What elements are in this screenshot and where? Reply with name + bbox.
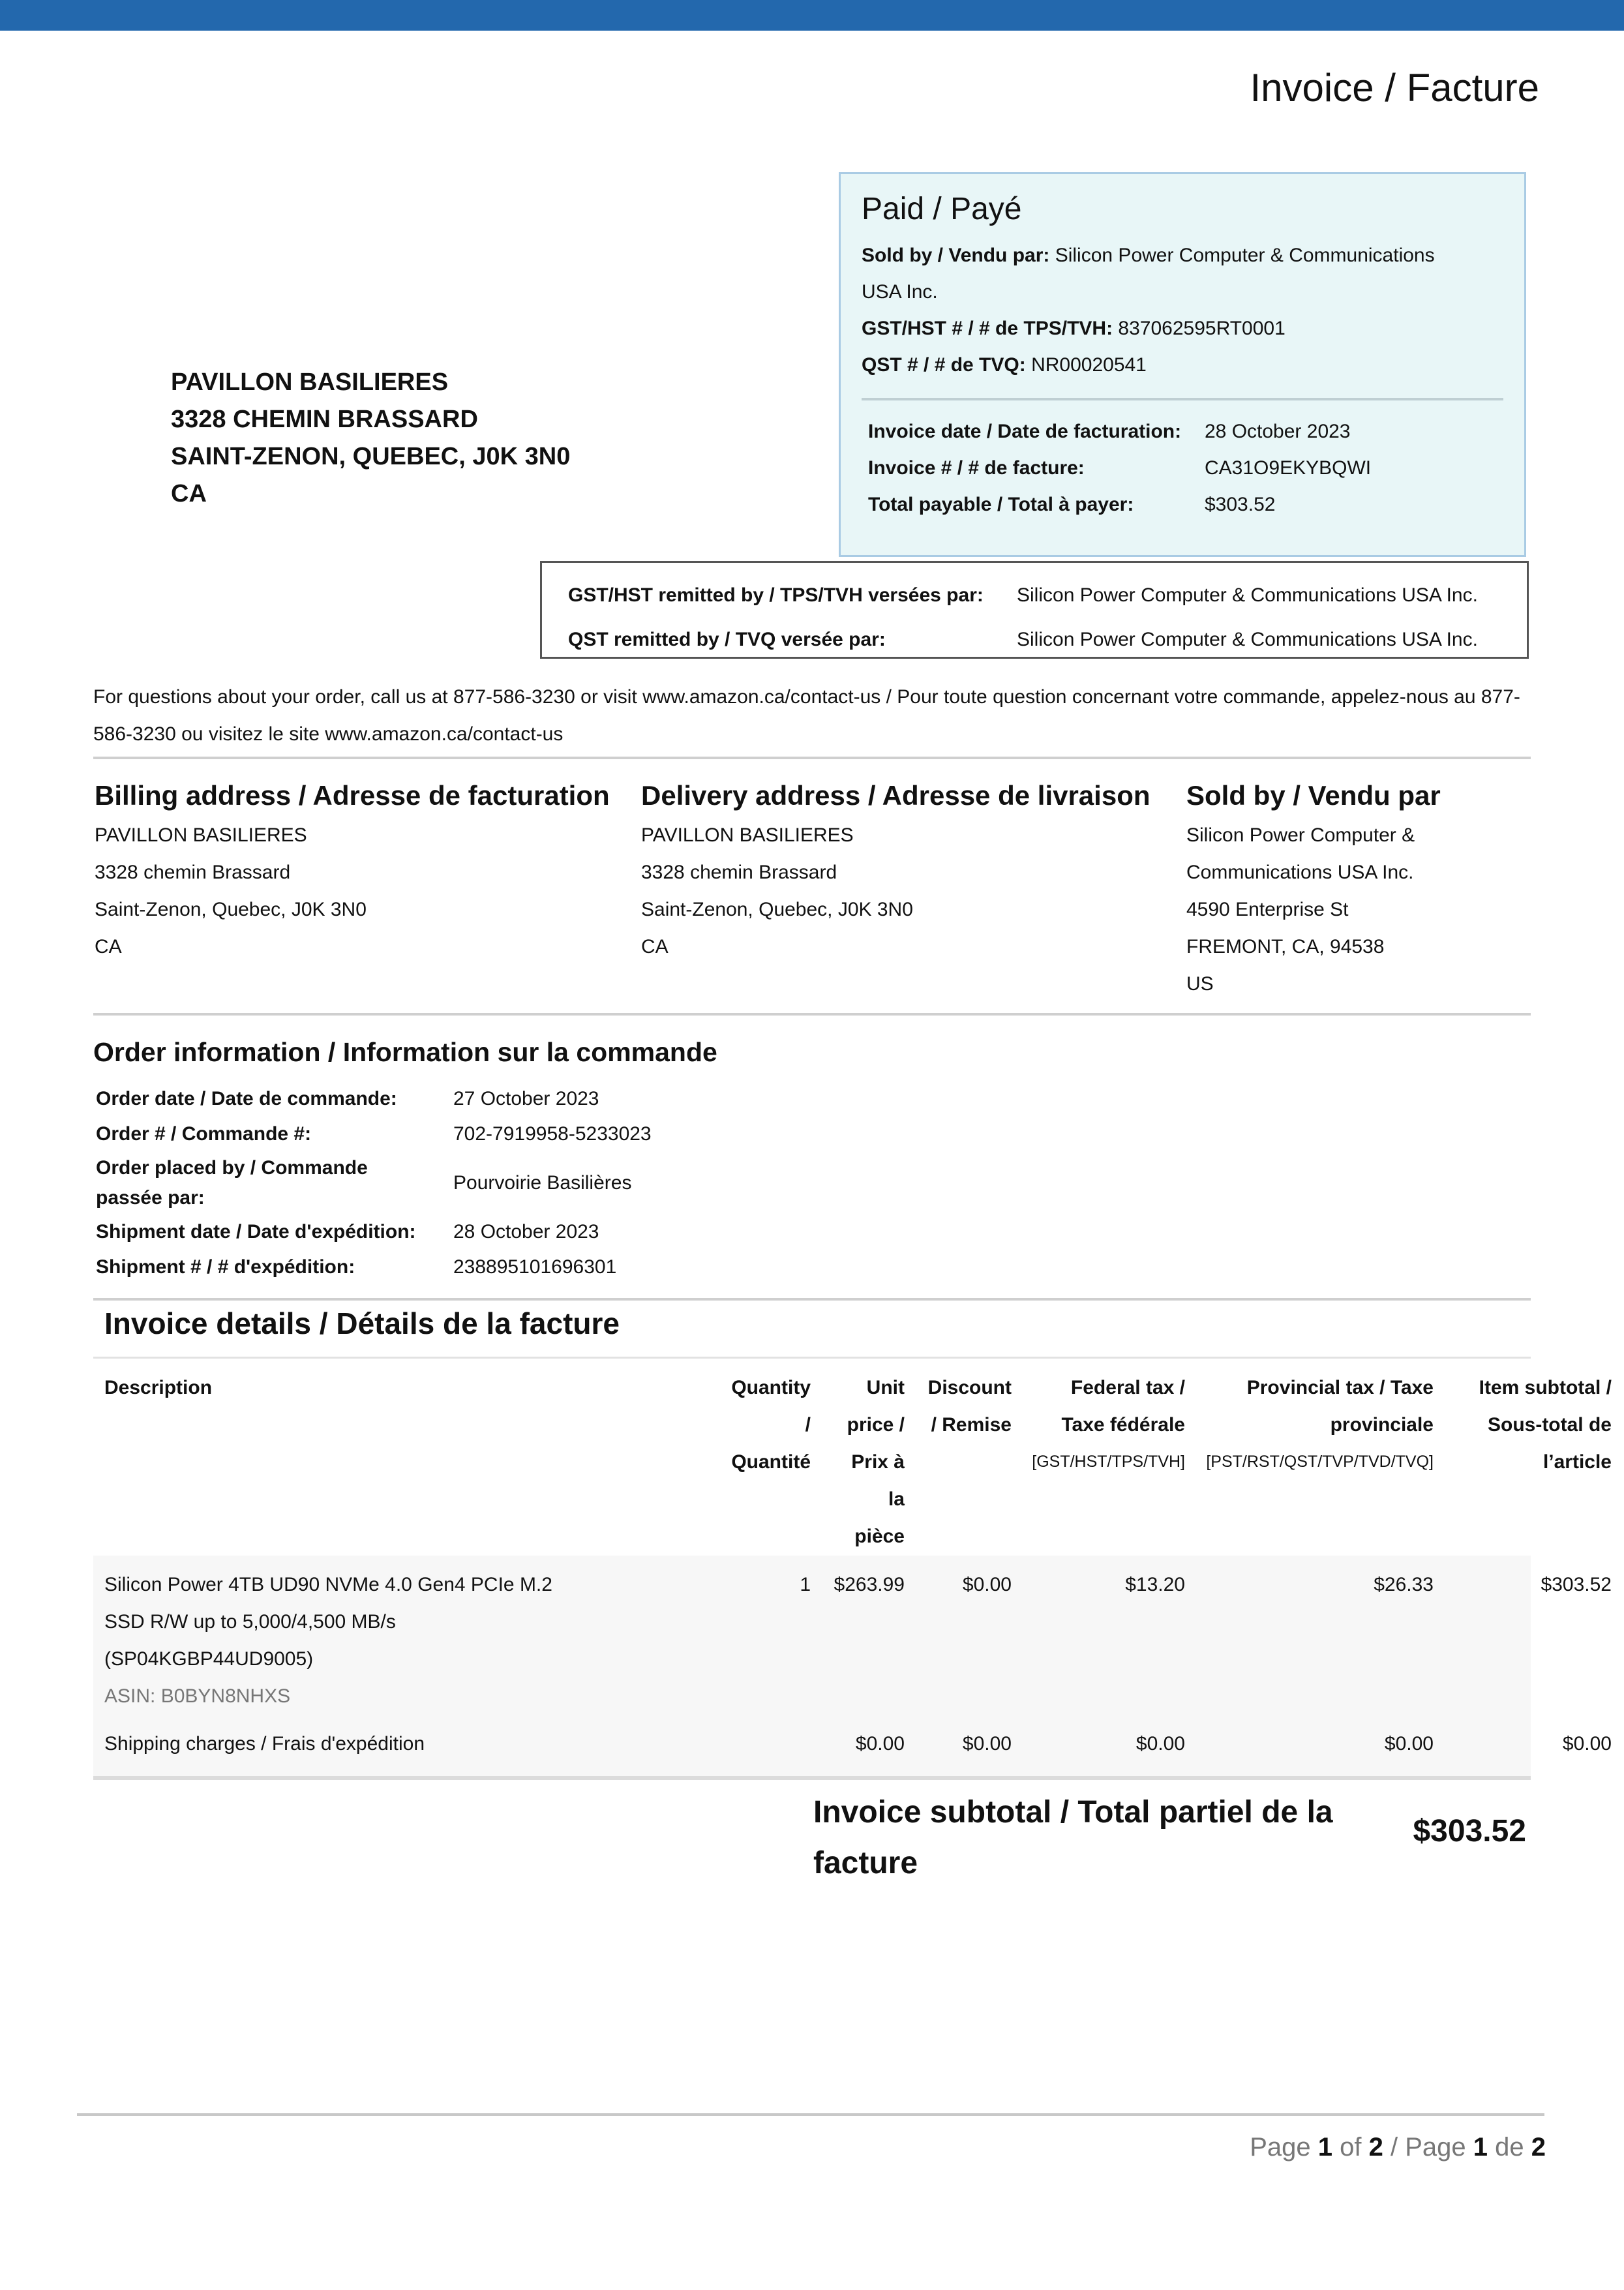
- qst-number-value: NR00020541: [1031, 354, 1147, 376]
- order-number-value: 702-7919958-5233023: [453, 1123, 652, 1145]
- payment-status: Paid / Payé: [862, 192, 1022, 226]
- invoice-subtotal-label-line: facture: [813, 1846, 918, 1880]
- shipment-number-value: 238895101696301: [453, 1256, 617, 1278]
- col-header-item-subtotal: [1437, 1369, 1612, 1481]
- delivery-address-line: CA: [641, 936, 669, 957]
- qst-remitted-label: QST remitted by / TVQ versée par:: [568, 629, 886, 650]
- table-bottom-border: [93, 1776, 1531, 1780]
- status-box-divider: [862, 398, 1503, 400]
- item-discount: $0.00: [962, 1574, 1012, 1595]
- gst-number-line: [862, 310, 1503, 347]
- header-line: Discount: [927, 1377, 1012, 1398]
- customer-address-line: CA: [171, 480, 207, 507]
- delivery-address-title: Delivery address / Adresse de livraison: [641, 780, 1150, 811]
- shipping-unit-price: $0.00: [855, 1733, 905, 1755]
- seller-address-title: Sold by / Vendu par: [1186, 780, 1441, 811]
- gst-number-label: GST/HST # / # de TPS/TVH:: [862, 318, 1113, 339]
- de-word: de: [1495, 2133, 1524, 2162]
- qst-number-label: QST # / # de TVQ:: [862, 354, 1026, 376]
- header-line: Federal tax /: [1070, 1377, 1185, 1398]
- item-federal-tax: $13.20: [1125, 1574, 1185, 1595]
- header-line: Quantité: [731, 1451, 811, 1473]
- gst-number-value: 837062595RT0001: [1118, 318, 1286, 339]
- shipment-date-row: [96, 1214, 879, 1250]
- col-header-federal-tax: [1013, 1369, 1185, 1481]
- customer-address-line: 3328 CHEMIN BRASSARD: [171, 406, 478, 433]
- customer-address: [171, 364, 570, 513]
- shipping-provincial-tax: $0.00: [1384, 1733, 1434, 1755]
- order-date-label: Order date / Date de commande:: [96, 1088, 397, 1109]
- sold-by-line: [862, 237, 1503, 274]
- header-line: Unit: [866, 1377, 905, 1398]
- page-number: [1250, 2133, 1546, 2162]
- placed-by-label-line: passée par:: [96, 1187, 205, 1209]
- item-asin: ASIN: B0BYN8NHXS: [104, 1685, 291, 1707]
- delivery-address-line: Saint-Zenon, Quebec, J0K 3N0: [641, 899, 913, 920]
- seller-address-line: Silicon Power Computer &: [1186, 824, 1415, 846]
- delivery-address-line: 3328 chemin Brassard: [641, 862, 837, 883]
- table-header: [93, 1360, 1612, 1556]
- billing-address-title: Billing address / Adresse de facturation: [95, 780, 610, 811]
- col-header-quantity: [602, 1369, 811, 1481]
- col-header-discount: [909, 1369, 1012, 1443]
- header-line: Quantity: [731, 1377, 811, 1398]
- header-line: pièce: [854, 1526, 905, 1547]
- col-header-unit-price: [817, 1369, 905, 1555]
- invoice-details-table: [93, 1360, 1612, 1780]
- total-payable-value: $303.52: [1205, 494, 1276, 515]
- customer-address-line: PAVILLON BASILIERES: [171, 369, 449, 396]
- order-info-title: Order information / Information sur la commande: [93, 1037, 717, 1067]
- total-pages-fr: 2: [1531, 2133, 1546, 2162]
- top-accent-bar: [0, 0, 1624, 31]
- total-payable-label: Total payable / Total à payer:: [868, 494, 1134, 515]
- page-word: Page: [1250, 2133, 1311, 2162]
- invoice-date-row: [862, 414, 1503, 450]
- billing-address-line: Saint-Zenon, Quebec, J0K 3N0: [95, 899, 367, 920]
- header-line: Item subtotal /: [1479, 1377, 1612, 1398]
- placed-by-label: [96, 1153, 453, 1213]
- invoice-number-row: [862, 450, 1503, 487]
- header-line: [GST/HST/TPS/TVH]: [1032, 1453, 1185, 1471]
- tax-remittance-box: [540, 561, 1529, 659]
- qst-remitted-value: Silicon Power Computer & Communications USA Inc.: [1017, 629, 1478, 650]
- invoice-date-label: Invoice date / Date de facturation:: [868, 421, 1182, 442]
- shipment-date-label: Shipment date / Date d'expédition:: [96, 1221, 416, 1243]
- billing-address-line: CA: [95, 936, 122, 957]
- delivery-address: [641, 776, 1176, 965]
- header-line: Taxe fédérale: [1061, 1414, 1185, 1436]
- shipment-number-label: Shipment # / # d'expédition:: [96, 1256, 355, 1278]
- item-description: [104, 1566, 613, 1715]
- table-row: [93, 1556, 1612, 1723]
- placed-by-label-line: Order placed by / Commande: [96, 1157, 368, 1179]
- header-line: Sous-total de: [1487, 1414, 1612, 1436]
- header-line: / Remise: [931, 1414, 1012, 1436]
- header-line: l’article: [1542, 1451, 1612, 1473]
- shipping-discount: $0.00: [962, 1733, 1012, 1755]
- footer-divider: [77, 2113, 1544, 2116]
- shipment-date-value: 28 October 2023: [453, 1221, 599, 1243]
- invoice-details-title: Invoice details / Détails de la facture: [104, 1306, 620, 1340]
- header-line: provinciale: [1330, 1414, 1434, 1436]
- divider: [93, 1357, 1531, 1359]
- sold-by-value: Silicon Power Computer & Communications: [1055, 245, 1435, 266]
- header-line: Prix à: [851, 1451, 905, 1473]
- invoice-date-value: 28 October 2023: [1205, 421, 1351, 442]
- col-header-provincial-tax: [1189, 1369, 1434, 1481]
- item-description-line: Silicon Power 4TB UD90 NVMe 4.0 Gen4 PCIe M.2: [104, 1574, 552, 1595]
- seller-address-line: Communications USA Inc.: [1186, 862, 1414, 883]
- header-line: price /: [847, 1414, 905, 1436]
- invoice-subtotal-value: $303.52: [1413, 1814, 1526, 1848]
- gst-remitted-label: GST/HST remitted by / TPS/TVH versées par:: [568, 584, 984, 606]
- invoice-number-value: CA31O9EKYBQWI: [1205, 457, 1372, 479]
- invoice-subtotal-label: [813, 1787, 1400, 1889]
- page-word-fr: / Page: [1390, 2133, 1466, 2162]
- seller-address-line: 4590 Enterprise St: [1186, 899, 1349, 920]
- header-line: Provincial tax / Taxe: [1246, 1377, 1434, 1398]
- placed-by-value: Pourvoirie Basilières: [453, 1172, 632, 1194]
- document-title: Invoice / Facture: [1250, 66, 1539, 110]
- billing-address: [95, 776, 629, 965]
- header-line: /: [805, 1414, 811, 1436]
- billing-address-line: PAVILLON BASILIERES: [95, 824, 307, 846]
- qst-number-line: [862, 347, 1503, 384]
- gst-remitted-value: Silicon Power Computer & Communications USA Inc.: [1017, 584, 1478, 606]
- header-line: [PST/RST/QST/TVP/TVD/TVQ]: [1206, 1453, 1434, 1471]
- seller-address: [1186, 776, 1526, 1002]
- shipping-federal-tax: $0.00: [1135, 1733, 1185, 1755]
- divider: [93, 1298, 1531, 1301]
- gst-remitted-row: [568, 573, 1527, 618]
- item-description-line: SSD R/W up to 5,000/4,500 MB/s: [104, 1611, 396, 1633]
- shipping-subtotal: $0.00: [1562, 1733, 1612, 1755]
- of-word: of: [1340, 2133, 1362, 2162]
- placed-by-row: [96, 1152, 879, 1214]
- order-number-row: [96, 1117, 879, 1152]
- order-info-table: [96, 1081, 879, 1285]
- item-unit-price: $263.99: [834, 1574, 905, 1595]
- invoice-subtotal-label-line: Invoice subtotal / Total partiel de la: [813, 1795, 1333, 1830]
- current-page: 1: [1317, 2133, 1332, 2162]
- order-date-value: 27 October 2023: [453, 1088, 599, 1109]
- delivery-address-line: PAVILLON BASILIERES: [641, 824, 854, 846]
- item-quantity: 1: [800, 1574, 811, 1595]
- sold-by-line-cont: USA Inc.: [862, 281, 938, 303]
- seller-address-line: US: [1186, 973, 1214, 995]
- item-description-line: (SP04KGBP44UD9005): [104, 1648, 314, 1670]
- header-line: la: [888, 1488, 905, 1510]
- current-page-fr: 1: [1473, 2133, 1488, 2162]
- order-date-row: [96, 1081, 879, 1117]
- seller-address-line: FREMONT, CA, 94538: [1186, 936, 1385, 957]
- shipping-description: Shipping charges / Frais d'expédition: [104, 1733, 425, 1755]
- billing-address-line: 3328 chemin Brassard: [95, 862, 291, 883]
- table-row: [93, 1723, 1612, 1776]
- col-header-description: Description: [104, 1377, 213, 1398]
- total-pages: 2: [1368, 2133, 1383, 2162]
- qst-remitted-row: [568, 618, 1527, 662]
- total-payable-row: [862, 487, 1503, 523]
- customer-address-line: SAINT-ZENON, QUEBEC, J0K 3N0: [171, 443, 571, 470]
- item-provincial-tax: $26.33: [1374, 1574, 1434, 1595]
- item-subtotal: $303.52: [1541, 1574, 1612, 1595]
- divider: [93, 757, 1531, 759]
- sold-by-label: Sold by / Vendu par:: [862, 245, 1050, 266]
- divider: [93, 1013, 1531, 1016]
- order-number-label: Order # / Commande #:: [96, 1123, 312, 1145]
- shipment-number-row: [96, 1250, 879, 1285]
- contact-note: For questions about your order, call us at 877-586-3230 or visit www.amazon.ca/contact-us / Pour toute question concernant votre commande, appelez-nous au 877-586-3230 ou visitez le site www.amazon.ca/contact-us: [93, 686, 1520, 745]
- payment-status-box: [839, 172, 1526, 557]
- invoice-number-label: Invoice # / # de facture:: [868, 457, 1085, 479]
